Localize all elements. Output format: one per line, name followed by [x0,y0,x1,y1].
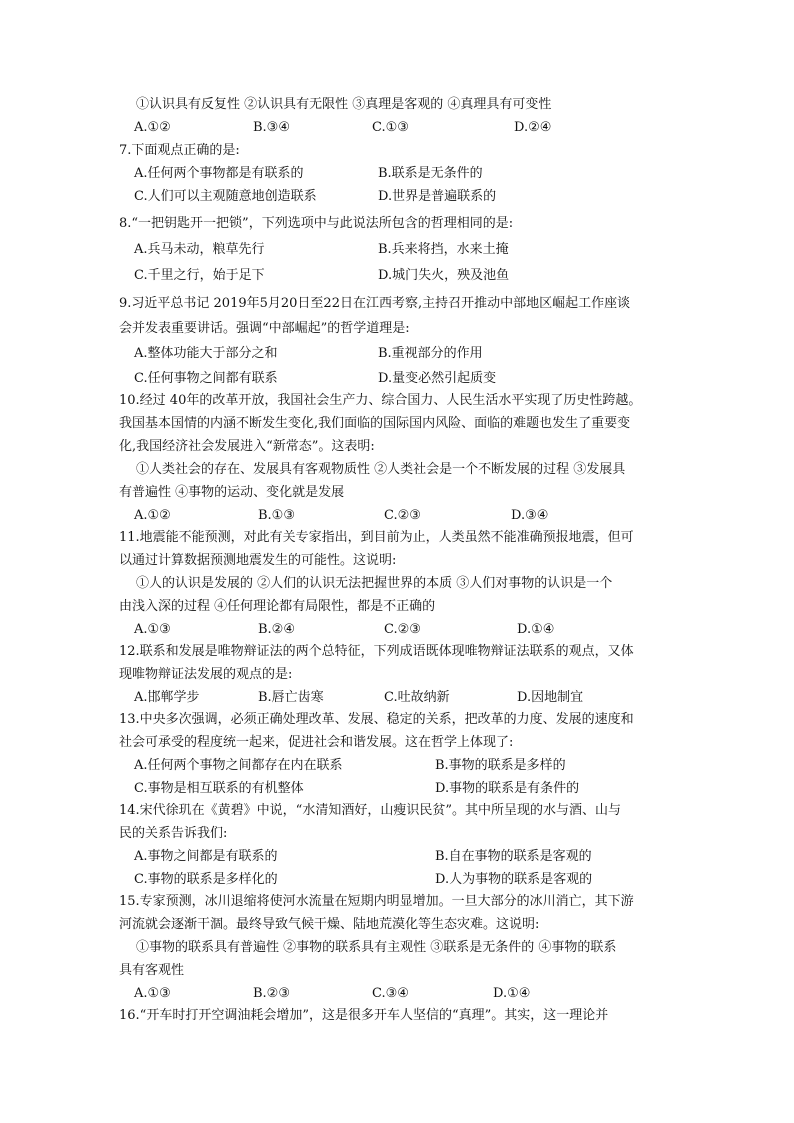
q14-option-b[interactable]: B.自在事物的联系是客观的 [435,849,592,864]
q15-stem-line1: 15.专家预测，冰川退缩将使河水流量在短期内明显增加。一旦大部分的冰川消亡，其下游 [119,894,634,909]
q14-option-c[interactable]: C.事物的联系是多样化的 [134,872,278,887]
q13-stem-line1: 13.中央多次强调，必须正确处理改革、发展、稳定的关系，把改革的力度、发展的速度和 [119,712,634,727]
q9-stem-line2: 会并发表重要讲话。强调“中部崛起”的哲学道理是: [119,321,410,336]
q10-statements-line2: 有普遍性 ④事物的运动、变化就是发展 [119,485,345,500]
q10-option-b[interactable]: B.①③ [258,508,295,523]
q13-option-a[interactable]: A.任何两个事物之间都存在内在联系 [134,758,343,773]
q11-stem-line2: 以通过计算数据预测地震发生的可能性。这说明: [119,553,397,568]
q8-option-d[interactable]: D.城门失火，殃及池鱼 [378,268,510,283]
q9-option-a[interactable]: A.整体功能大于部分之和 [134,346,278,361]
q12-stem-line2: 现唯物辩证法发展的观点的是: [119,667,293,682]
q7-option-c[interactable]: C.人们可以主观随意地创造联系 [134,189,317,204]
q10-option-d[interactable]: D.③④ [511,508,549,523]
q8-option-c[interactable]: C.千里之行，始于足下 [134,268,265,283]
q9-option-b[interactable]: B.重视部分的作用 [378,346,483,361]
q12-stem-line1: 12.联系和发展是唯物辩证法的两个总特征，下列成语既体现唯物辩证法联系的观点，又体 [119,644,634,659]
q10-stem-line3: 化,我国经济社会发展进入“新常态”。这表明: [119,439,375,454]
q15-option-a[interactable]: A.①③ [134,986,171,1001]
q14-option-a[interactable]: A.事物之间都是有联系的 [134,849,278,864]
q11-option-d[interactable]: D.①④ [517,622,555,637]
q14-option-d[interactable]: D.人为事物的联系是客观的 [435,872,593,887]
q10-stem-line2: 我国基本国情的内涵不断发生变化,我们面临的国际国内风险、面临的难题也发生了重要变 [119,416,631,431]
q13-stem-line2: 社会可承受的程度统一起来，促进社会和谐发展。这在哲学上体现了: [119,735,514,750]
q13-option-d[interactable]: D.事物的联系是有条件的 [435,781,580,796]
q10-statements-line1: ①人类社会的存在、发展具有客观物质性 ②人类社会是一个不断发展的过程 ③发展具 [136,462,626,477]
q16-stem: 16.“开车时打开空调油耗会增加”，这是很多开车人坚信的“真理”。其实，这一理论并 [119,1008,609,1023]
q11-option-c[interactable]: C.②③ [384,622,421,637]
q15-option-d[interactable]: D.①④ [493,986,531,1001]
q12-option-a[interactable]: A.邯郸学步 [134,690,200,705]
q15-option-b[interactable]: B.②③ [253,986,290,1001]
q15-statements-line1: ①事物的联系具有普遍性 ②事物的联系具有主观性 ③联系是无条件的 ④事物的联系 [136,940,617,955]
q7-stem: 7.下面观点正确的是: [119,143,240,158]
q14-stem-line1: 14.宋代徐玑在《黄碧》中说，“水清知酒好，山瘦识民贫”。其中所呈现的水与酒、山与 [119,803,621,818]
q13-option-c[interactable]: C.事物是相互联系的有机整体 [134,781,304,796]
q12-option-d[interactable]: D.因地制宜 [517,690,584,705]
q10-option-c[interactable]: C.②③ [384,508,421,523]
q15-stem-line2: 河流就会逐渐干涸。最终导致气候干燥、陆地荒漠化等生态灾难。这说明: [119,917,540,932]
q8-option-a[interactable]: A.兵马未动，粮草先行 [134,242,265,257]
q9-option-d[interactable]: D.量变必然引起质变 [378,371,497,386]
q13-option-b[interactable]: B.事物的联系是多样的 [435,758,566,773]
q11-statements-line2: 由浅入深的过程 ④任何理论都有局限性，都是不正确的 [119,599,436,614]
q12-option-b[interactable]: B.唇亡齿寒 [258,690,324,705]
q7-option-b[interactable]: B.联系是无条件的 [378,166,483,181]
q6-option-a[interactable]: A.①② [134,120,171,135]
q6-option-c[interactable]: C.①③ [372,120,409,135]
q10-option-a[interactable]: A.①② [134,508,171,523]
q6-statements: ①认识具有反复性 ②认识具有无限性 ③真理是客观的 ④真理具有可变性 [136,97,552,112]
q10-stem-line1: 10.经过 40年的改革开放，我国社会生产力、综合国力、人民生活水平实现了历史性跨越。 [119,393,642,408]
q7-option-a[interactable]: A.任何两个事物都是有联系的 [134,166,304,181]
q11-statements-line1: ①人的认识是发展的 ②人们的认识无法把握世界的本质 ③人们对事物的认识是一个 [136,576,613,591]
q15-option-c[interactable]: C.③④ [372,986,409,1001]
q7-option-d[interactable]: D.世界是普遍联系的 [378,189,497,204]
q11-option-a[interactable]: A.①③ [134,622,171,637]
q11-option-b[interactable]: B.②④ [258,622,295,637]
q11-stem-line1: 11.地震能不能预测，对此有关专家指出，到目前为止，人类虽然不能准确预报地震，但可 [119,530,634,545]
q8-stem: 8.“一把钥匙开一把锁”，下列选项中与此说法所包含的哲理相同的是: [119,216,514,231]
q12-option-c[interactable]: C.吐故纳新 [384,690,450,705]
q8-option-b[interactable]: B.兵来将挡，水来土掩 [378,242,509,257]
q15-statements-line2: 具有客观性 [119,963,185,978]
q9-stem-line1: 9.习近平总书记 2019年5月20日至22日在江西考察,主持召开推动中部地区崛起工作座谈 [119,296,631,311]
q6-option-d[interactable]: D.②④ [514,120,552,135]
q14-stem-line2: 民的关系告诉我们: [119,826,228,841]
q6-option-b[interactable]: B.③④ [253,120,290,135]
q9-option-c[interactable]: C.任何事物之间都有联系 [134,371,278,386]
